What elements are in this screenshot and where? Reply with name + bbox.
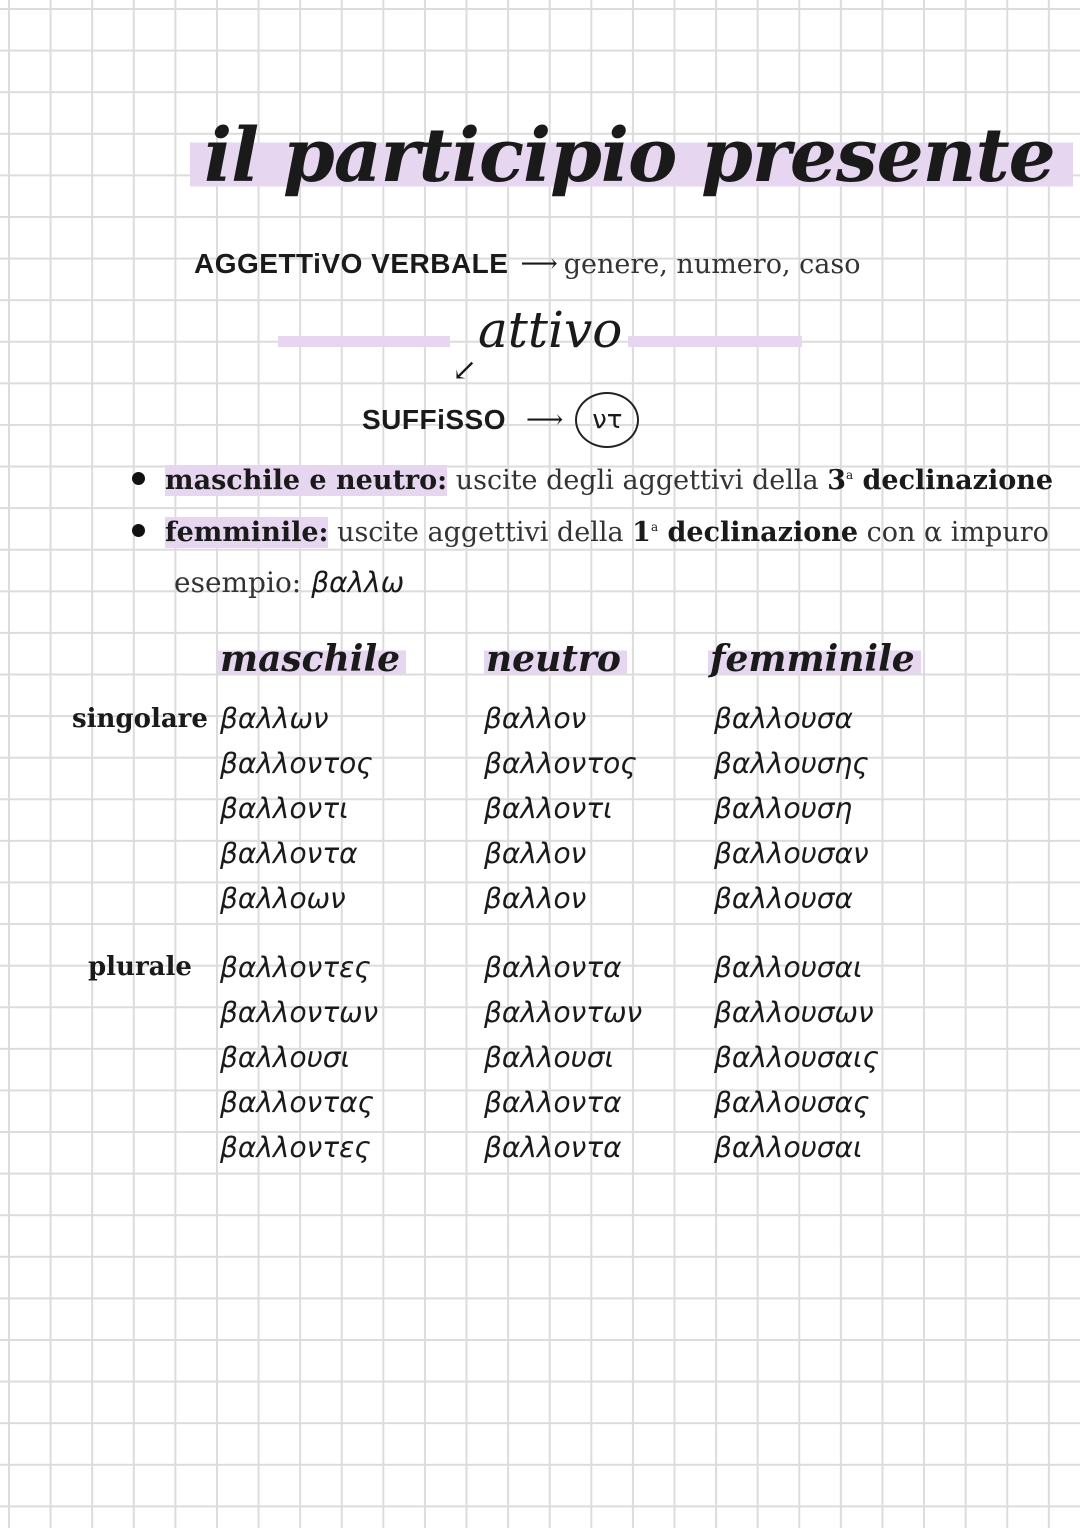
voice-heading: attivo bbox=[478, 301, 623, 359]
singular-fem-column bbox=[714, 696, 869, 921]
column-header-masc: maschile bbox=[218, 638, 406, 680]
table-cell: βαλλουσας bbox=[714, 1086, 870, 1119]
table-cell: βαλλοντες bbox=[220, 951, 371, 984]
bullet-tail: con α impuro bbox=[858, 517, 1049, 548]
subtitle-text: genere, numero, caso bbox=[563, 248, 861, 280]
table-cell: βαλλοντος bbox=[484, 747, 637, 780]
singular-masc-column bbox=[220, 696, 373, 921]
table-cell: βαλλοντων bbox=[220, 996, 379, 1029]
bullet-icon bbox=[132, 524, 145, 537]
bullet-icon bbox=[132, 472, 145, 485]
table-cell: βαλλοντα bbox=[484, 1131, 622, 1164]
table-cell: βαλλοντι bbox=[220, 792, 349, 825]
table-cell: βαλλοων bbox=[220, 882, 346, 915]
example-line bbox=[174, 566, 404, 599]
table-cell: βαλλον bbox=[484, 882, 587, 915]
table-cell: βαλλουσα bbox=[714, 882, 854, 915]
table-cell: βαλλον bbox=[484, 837, 587, 870]
table-cell: βαλλοντα bbox=[484, 951, 622, 984]
example-label: esempio: bbox=[174, 566, 302, 599]
bullet-text: uscite aggettivi della bbox=[328, 517, 633, 548]
list-item bbox=[132, 452, 1053, 504]
down-left-arrow-icon: ↙ bbox=[452, 353, 478, 388]
table-cell: βαλλοντων bbox=[484, 996, 643, 1029]
table-cell: βαλλοντος bbox=[220, 747, 373, 780]
table-cell: βαλλουσων bbox=[714, 996, 874, 1029]
subtitle bbox=[194, 248, 860, 280]
table-cell: βαλλοντας bbox=[220, 1086, 374, 1119]
table-cell: βαλλουσαι bbox=[714, 951, 863, 984]
bullet-text: uscite degli aggettivi della bbox=[447, 465, 828, 496]
table-cell: βαλλουσι bbox=[220, 1041, 351, 1074]
table-cell: βαλλοντι bbox=[484, 792, 613, 825]
table-cell: βαλλουσι bbox=[484, 1041, 615, 1074]
table-cell: βαλλων bbox=[220, 702, 329, 735]
highlight-bar-left bbox=[278, 336, 450, 347]
plural-fem-column bbox=[714, 945, 879, 1170]
table-cell: βαλλουσαν bbox=[714, 837, 869, 870]
bullet-ordinal-sup: a bbox=[845, 468, 854, 482]
table-cell: βαλλοντες bbox=[220, 1131, 371, 1164]
plural-masc-column bbox=[220, 945, 378, 1170]
singular-neut-column bbox=[484, 696, 637, 921]
list-item bbox=[132, 504, 1053, 556]
plural-neut-column bbox=[484, 945, 642, 1170]
bullet-term-tail: declinazione bbox=[853, 465, 1054, 496]
subtitle-label: AGGETTiVO VERBALE bbox=[194, 248, 509, 279]
bullet-ordinal-sup: a bbox=[650, 520, 659, 534]
suffix-label: SUFFiSSO bbox=[362, 404, 507, 435]
suffix-value: ντ bbox=[592, 405, 623, 435]
table-cell: βαλλουση bbox=[714, 792, 853, 825]
suffix-line bbox=[362, 392, 639, 448]
table-cell: βαλλουσαι bbox=[714, 1131, 863, 1164]
example-word: βαλλω bbox=[311, 566, 405, 599]
right-arrow-icon: ⟶ bbox=[526, 405, 564, 435]
highlight-bar-right bbox=[628, 336, 802, 347]
column-header-fem: femminile bbox=[708, 638, 921, 680]
right-arrow-icon: ⟶ bbox=[520, 249, 558, 279]
bullet-term: maschile e neutro: bbox=[165, 465, 448, 496]
column-header-neut: neutro bbox=[484, 638, 627, 680]
bullet-ordinal: 3 bbox=[827, 465, 846, 496]
bullet-ordinal: 1 bbox=[632, 517, 651, 548]
row-label-singular: singolare bbox=[72, 704, 208, 734]
bullet-term-tail: declinazione bbox=[658, 517, 859, 548]
row-label-plural: plurale bbox=[88, 952, 192, 982]
suffix-circle bbox=[575, 392, 639, 448]
table-cell: βαλλοντα bbox=[220, 837, 358, 870]
rules-list bbox=[132, 452, 1053, 556]
table-cell: βαλλον bbox=[484, 702, 587, 735]
page-title: il participio presente bbox=[190, 108, 1073, 204]
table-cell: βαλλοντα bbox=[484, 1086, 622, 1119]
bullet-term: femminile: bbox=[165, 517, 329, 548]
table-cell: βαλλουσα bbox=[714, 702, 854, 735]
table-cell: βαλλουσαις bbox=[714, 1041, 879, 1074]
table-cell: βαλλουσης bbox=[714, 747, 869, 780]
